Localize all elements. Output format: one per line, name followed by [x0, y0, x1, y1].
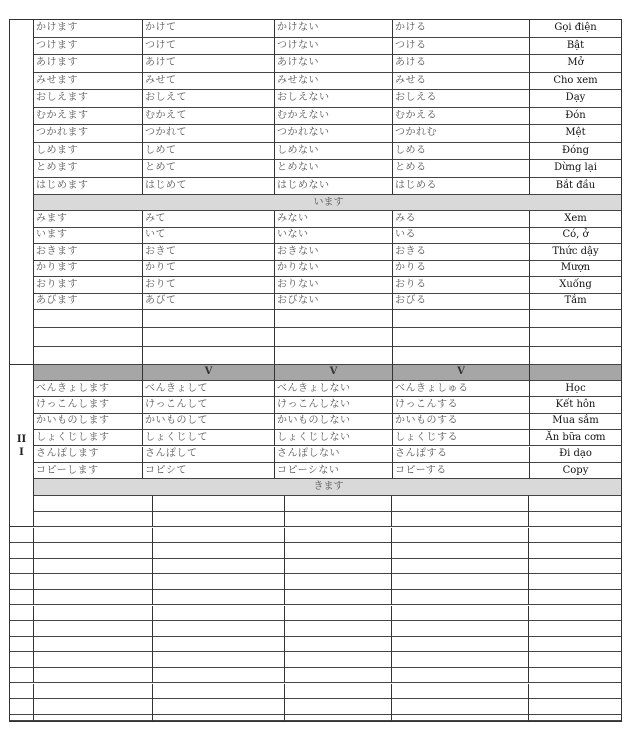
- verb-form-cell: あけない: [275, 55, 393, 73]
- empty-cell: [10, 621, 34, 637]
- empty-cell: [392, 559, 529, 575]
- verb-form-cell: コピーシない: [275, 463, 393, 479]
- meaning-cell: Dừng lại: [530, 160, 621, 178]
- empty-cell: [153, 496, 285, 512]
- meaning-cell: Mệt: [530, 125, 621, 143]
- verb-form-cell: おりる: [393, 277, 530, 294]
- verb-form-cell: むかえる: [393, 108, 530, 126]
- verb-form-cell: けっこんしない: [275, 397, 393, 413]
- empty-cell: [153, 684, 285, 700]
- meaning-cell: Mua sắm: [530, 414, 621, 430]
- empty-cell: [530, 347, 621, 365]
- verb-form-cell: つかれない: [275, 125, 393, 143]
- group-roman-numeral: II: [16, 433, 27, 445]
- empty-cell: [529, 652, 621, 668]
- verb-form-cell: おきて: [143, 244, 275, 261]
- empty-cell: [285, 559, 392, 575]
- meaning-cell: Dạy: [530, 90, 621, 108]
- verb-form-cell: かける: [393, 20, 530, 38]
- table-row: [34, 73, 621, 91]
- verb-form-cell: みます: [34, 211, 143, 228]
- meaning-cell: Học: [530, 381, 621, 397]
- empty-cell: [285, 621, 392, 637]
- table-row: [34, 294, 621, 311]
- empty-cell: [285, 652, 392, 668]
- empty-cell: [392, 684, 529, 700]
- verb-form-cell: はじめます: [34, 178, 143, 196]
- empty-cell: [34, 328, 143, 346]
- empty-cell: [393, 347, 530, 365]
- empty-row: [10, 559, 621, 575]
- verb-form-cell: かけない: [275, 20, 393, 38]
- group-band-label: きます: [34, 479, 621, 496]
- column-header-row: [34, 365, 621, 381]
- verb-form-cell: つけます: [34, 38, 143, 56]
- empty-cell: [392, 715, 529, 721]
- table-row: [34, 108, 621, 126]
- empty-cell: [392, 528, 529, 544]
- empty-cell: [153, 559, 285, 575]
- empty-cell: [285, 543, 392, 559]
- empty-row: [10, 543, 621, 559]
- verb-form-cell: しめて: [143, 143, 275, 161]
- meaning-cell: Gọi điện: [530, 20, 621, 38]
- verb-form-cell: いる: [393, 228, 530, 245]
- empty-cell: [393, 310, 530, 328]
- verb-form-cell: しょくじしない: [275, 430, 393, 446]
- empty-row: [10, 606, 621, 622]
- verb-form-cell: けっこんして: [143, 397, 275, 413]
- empty-cell: [10, 668, 34, 684]
- meaning-cell: Ăn bữa cơm: [530, 430, 621, 446]
- empty-cell: [153, 528, 285, 544]
- verb-form-cell: あけて: [143, 55, 275, 73]
- empty-row: [10, 699, 621, 715]
- empty-cell: [34, 715, 153, 721]
- meaning-cell: Cho xem: [530, 73, 621, 91]
- empty-cell: [34, 543, 153, 559]
- empty-cell: [285, 606, 392, 622]
- empty-cell: [529, 715, 621, 721]
- empty-cell: [10, 715, 34, 721]
- empty-cell: [392, 590, 529, 606]
- table-row: [34, 143, 621, 161]
- meaning-cell: Mượn: [530, 261, 621, 278]
- table-row: [34, 447, 621, 463]
- verb-form-cell: むかえます: [34, 108, 143, 126]
- empty-cell: [530, 310, 621, 328]
- empty-cell: [10, 543, 34, 559]
- verb-form-cell: とめます: [34, 160, 143, 178]
- table-row: [34, 463, 621, 479]
- table-row: [34, 55, 621, 73]
- verb-form-cell: いて: [143, 228, 275, 245]
- verb-form-cell: おきない: [275, 244, 393, 261]
- column-header-cell: V: [393, 365, 530, 381]
- verb-form-cell: さんぽして: [143, 447, 275, 463]
- empty-cell: [275, 347, 393, 365]
- empty-cell: [34, 668, 153, 684]
- empty-cell: [285, 496, 392, 512]
- empty-row: [34, 310, 621, 328]
- verb-form-cell: べんきょしない: [275, 381, 393, 397]
- empty-row: [10, 621, 621, 637]
- verb-form-cell: べんきょします: [34, 381, 143, 397]
- verb-form-cell: いない: [275, 228, 393, 245]
- group-label-cell: [10, 20, 34, 365]
- verb-form-cell: かりない: [275, 261, 393, 278]
- empty-cell: [529, 637, 621, 653]
- verb-form-cell: さんぽします: [34, 447, 143, 463]
- verb-form-cell: かけます: [34, 20, 143, 38]
- column-header-cell: V: [143, 365, 275, 381]
- verb-form-cell: おりない: [275, 277, 393, 294]
- verb-form-cell: むかえて: [143, 108, 275, 126]
- verb-form-cell: つかれて: [143, 125, 275, 143]
- empty-cell: [34, 512, 153, 528]
- group-roman-numeral: I: [19, 446, 24, 458]
- empty-cell: [529, 621, 621, 637]
- meaning-cell: Xem: [530, 211, 621, 228]
- group-band-label: います: [34, 195, 621, 211]
- verb-form-cell: とめて: [143, 160, 275, 178]
- verb-form-cell: つけない: [275, 38, 393, 56]
- verb-form-cell: みせて: [143, 73, 275, 91]
- verb-form-cell: とめる: [393, 160, 530, 178]
- meaning-cell: Bật: [530, 38, 621, 56]
- verb-form-cell: つかれむ: [393, 125, 530, 143]
- verb-form-cell: はじめて: [143, 178, 275, 196]
- verb-form-cell: さんぽしない: [275, 447, 393, 463]
- empty-cell: [529, 543, 621, 559]
- empty-cell: [153, 590, 285, 606]
- meaning-cell: Copy: [530, 463, 621, 479]
- empty-cell: [392, 512, 529, 528]
- table-row: [34, 160, 621, 178]
- empty-cell: [153, 512, 285, 528]
- empty-cell: [143, 328, 275, 346]
- empty-cell: [153, 543, 285, 559]
- empty-cell: [392, 699, 529, 715]
- verb-form-cell: おしえて: [143, 90, 275, 108]
- verb-form-cell: あびて: [143, 294, 275, 311]
- verb-form-cell: みせます: [34, 73, 143, 91]
- empty-row: [10, 715, 621, 721]
- verb-form-cell: おきます: [34, 244, 143, 261]
- empty-cell: [285, 637, 392, 653]
- verb-form-cell: みて: [143, 211, 275, 228]
- empty-cell: [34, 606, 153, 622]
- empty-cell: [34, 559, 153, 575]
- empty-cell: [34, 528, 153, 544]
- empty-cell: [153, 668, 285, 684]
- verb-form-cell: かいものする: [393, 414, 530, 430]
- empty-cell: [285, 699, 392, 715]
- verb-conjugation-table: [9, 19, 622, 722]
- verb-form-cell: コピーする: [393, 463, 530, 479]
- empty-row: [10, 574, 621, 590]
- table-row: [34, 125, 621, 143]
- empty-cell: [392, 668, 529, 684]
- group-band-row: [34, 195, 621, 211]
- empty-cell: [10, 637, 34, 653]
- verb-form-cell: けっこんする: [393, 397, 530, 413]
- empty-cell: [529, 606, 621, 622]
- table-row: [34, 430, 621, 446]
- verb-form-cell: あびます: [34, 294, 143, 311]
- empty-cell: [285, 590, 392, 606]
- column-header-cell: [34, 365, 143, 381]
- table-row: [34, 178, 621, 196]
- table-row: [34, 381, 621, 397]
- empty-cell: [34, 310, 143, 328]
- meaning-cell: Đón: [530, 108, 621, 126]
- table-row: [34, 20, 621, 38]
- empty-row: [34, 328, 621, 346]
- empty-cell: [529, 528, 621, 544]
- empty-cell: [530, 328, 621, 346]
- empty-cell: [34, 621, 153, 637]
- empty-cell: [153, 652, 285, 668]
- verb-form-cell: コピシて: [143, 463, 275, 479]
- empty-cell: [10, 699, 34, 715]
- empty-cell: [285, 512, 392, 528]
- empty-cell: [10, 528, 34, 544]
- verb-form-cell: しょくじします: [34, 430, 143, 446]
- empty-cell: [34, 347, 143, 365]
- empty-cell: [285, 574, 392, 590]
- verb-form-cell: おります: [34, 277, 143, 294]
- empty-cell: [529, 559, 621, 575]
- empty-cell: [153, 574, 285, 590]
- empty-row: [10, 637, 621, 653]
- empty-row: [10, 590, 621, 606]
- meaning-cell: Xuống: [530, 277, 621, 294]
- empty-cell: [393, 328, 530, 346]
- empty-cell: [34, 684, 153, 700]
- empty-cell: [10, 590, 34, 606]
- verb-form-cell: むかえない: [275, 108, 393, 126]
- verb-form-cell: みせない: [275, 73, 393, 91]
- empty-cell: [10, 574, 34, 590]
- verb-form-cell: かりて: [143, 261, 275, 278]
- verb-form-cell: しめます: [34, 143, 143, 161]
- empty-cell: [392, 606, 529, 622]
- verb-form-cell: べんきょしゅる: [393, 381, 530, 397]
- empty-cell: [10, 606, 34, 622]
- empty-cell: [153, 637, 285, 653]
- empty-cell: [285, 684, 392, 700]
- verb-form-cell: みる: [393, 211, 530, 228]
- empty-cell: [153, 606, 285, 622]
- table-row: [34, 397, 621, 413]
- table-row: [34, 277, 621, 294]
- empty-cell: [529, 699, 621, 715]
- verb-form-cell: おしえない: [275, 90, 393, 108]
- empty-row: [10, 684, 621, 700]
- verb-form-cell: はじめない: [275, 178, 393, 196]
- empty-cell: [392, 652, 529, 668]
- empty-cell: [34, 699, 153, 715]
- table-row: [34, 414, 621, 430]
- empty-row: [34, 347, 621, 365]
- verb-form-cell: みせる: [393, 73, 530, 91]
- empty-cell: [285, 668, 392, 684]
- table-row: [34, 244, 621, 261]
- empty-cell: [275, 328, 393, 346]
- verb-form-cell: みない: [275, 211, 393, 228]
- empty-cell: [529, 684, 621, 700]
- empty-cell: [529, 590, 621, 606]
- verb-form-cell: つかれます: [34, 125, 143, 143]
- verb-form-cell: しょくじする: [393, 430, 530, 446]
- empty-row: [34, 496, 621, 512]
- verb-form-cell: おりて: [143, 277, 275, 294]
- empty-cell: [392, 574, 529, 590]
- empty-row: [34, 512, 621, 528]
- verb-form-cell: います: [34, 228, 143, 245]
- empty-row: [10, 528, 621, 544]
- verb-form-cell: はじめる: [393, 178, 530, 196]
- empty-cell: [275, 310, 393, 328]
- verb-form-cell: しめる: [393, 143, 530, 161]
- empty-cell: [392, 543, 529, 559]
- verb-form-cell: しょくじして: [143, 430, 275, 446]
- meaning-cell: Bắt đầu: [530, 178, 621, 196]
- verb-form-cell: あけます: [34, 55, 143, 73]
- empty-cell: [34, 496, 153, 512]
- verb-form-cell: さんぽする: [393, 447, 530, 463]
- table-row: [34, 211, 621, 228]
- meaning-cell: Mở: [530, 55, 621, 73]
- verb-form-cell: かけて: [143, 20, 275, 38]
- meaning-cell: Đi dạo: [530, 447, 621, 463]
- meaning-cell: Thức dậy: [530, 244, 621, 261]
- empty-cell: [143, 310, 275, 328]
- table-row: [34, 228, 621, 245]
- empty-cell: [153, 715, 285, 721]
- verb-form-cell: おきる: [393, 244, 530, 261]
- empty-cell: [10, 559, 34, 575]
- table-row: [34, 38, 621, 56]
- verb-form-cell: かいものしない: [275, 414, 393, 430]
- empty-cell: [285, 715, 392, 721]
- empty-cell: [34, 652, 153, 668]
- verb-form-cell: かいものします: [34, 414, 143, 430]
- verb-form-cell: かります: [34, 261, 143, 278]
- empty-cell: [34, 637, 153, 653]
- verb-form-cell: おびない: [275, 294, 393, 311]
- column-header-cell: V: [275, 365, 393, 381]
- verb-form-cell: つけて: [143, 38, 275, 56]
- empty-cell: [285, 528, 392, 544]
- empty-cell: [153, 621, 285, 637]
- empty-cell: [392, 496, 529, 512]
- empty-cell: [392, 621, 529, 637]
- verb-form-cell: かりる: [393, 261, 530, 278]
- meaning-cell: Có, ở: [530, 228, 621, 245]
- group-band-row: [34, 479, 621, 496]
- verb-form-cell: おしえます: [34, 90, 143, 108]
- empty-cell: [392, 637, 529, 653]
- column-header-cell: [530, 365, 621, 381]
- empty-cell: [153, 699, 285, 715]
- empty-cell: [529, 668, 621, 684]
- verb-form-cell: つける: [393, 38, 530, 56]
- group-label-cell: [10, 365, 34, 528]
- verb-form-cell: かいものして: [143, 414, 275, 430]
- verb-form-cell: おしえる: [393, 90, 530, 108]
- empty-cell: [10, 652, 34, 668]
- empty-cell: [143, 347, 275, 365]
- empty-row: [10, 668, 621, 684]
- verb-form-cell: コピーします: [34, 463, 143, 479]
- verb-form-cell: けっこんします: [34, 397, 143, 413]
- verb-form-cell: あける: [393, 55, 530, 73]
- empty-cell: [529, 512, 621, 528]
- verb-form-cell: おびる: [393, 294, 530, 311]
- empty-cell: [529, 496, 621, 512]
- empty-row: [10, 652, 621, 668]
- empty-cell: [34, 590, 153, 606]
- verb-form-cell: しめない: [275, 143, 393, 161]
- meaning-cell: Kết hôn: [530, 397, 621, 413]
- empty-cell: [10, 684, 34, 700]
- meaning-cell: Tắm: [530, 294, 621, 311]
- verb-form-cell: べんきょして: [143, 381, 275, 397]
- empty-cell: [529, 574, 621, 590]
- table-row: [34, 90, 621, 108]
- table-row: [34, 261, 621, 278]
- meaning-cell: Đóng: [530, 143, 621, 161]
- verb-form-cell: とめない: [275, 160, 393, 178]
- empty-cell: [34, 574, 153, 590]
